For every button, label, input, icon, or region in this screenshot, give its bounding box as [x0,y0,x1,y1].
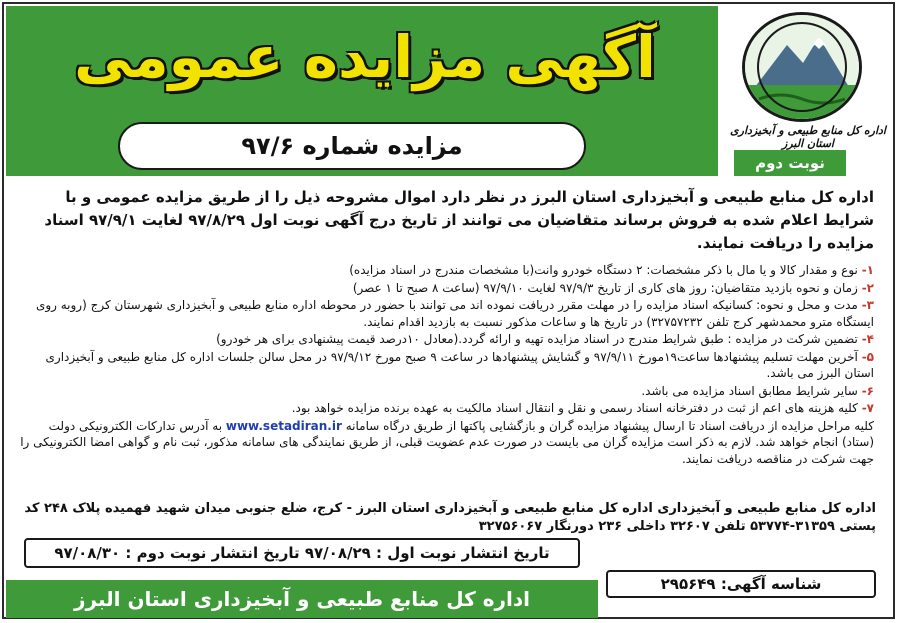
item-number: ۴- [861,332,874,346]
list-item [18,349,874,382]
contact-address: اداره کل منابع طبیعی و آبخیزداری اداره کل منابع طبیعی و آبخیزداری استان البرز - کرج، ضلع جنوبی میدان شهید فهمیده پلاک ۲۴۸ کد پستی ۳۱۳۵۹-۵۳۷۷۴ تلفن ۳۲۶۰۷ داخلی ۲۳۶ دورنگار ۳۲۷۵۶۰۶۷ [24,501,876,534]
footer-organization: اداره کل منابع طبیعی و آبخیزداری استان البرز [74,587,530,611]
item-text: تضمین شرکت در مزایده : طبق شرایط مندرج در اسناد مزایده تهیه و ارائه گردد.(معادل ۱۰درصد قیمت پیشنهادی برای هر خودرو) [216,332,858,346]
item-text: نوع و مقدار کالا و یا مال با ذکر مشخصات: ۲ دستگاه خودرو وانت(با مشخصات مندرج در اسناد مزایده) [349,263,858,277]
item-number: ۷- [861,401,874,415]
item-number: ۲- [861,280,874,295]
list-item [18,297,874,330]
turn-badge: نوبت دوم [734,150,846,176]
procedure-text-before: کلیه مراحل مزایده از دریافت اسناد تا ارسال پیشنهاد مزایده گران و بازگشایی پاکتها از طریق درگاه سامانه [345,418,874,433]
list-item [18,280,874,297]
procedure-note [18,418,874,468]
setadiran-link[interactable]: www.setadiran.ir [225,418,342,433]
list-item [18,400,874,417]
list-item [18,383,874,400]
ad-title: آگهی مزایده عمومی [74,23,656,91]
item-text: زمان و نحوه بازدید متقاضیان: روز های کاری از تاریخ ۹۷/۹/۳ لغایت ۹۷/۹/۱۰ (ساعت ۸ صبح تا ۱ عصر) [352,280,858,295]
logo-caption: اداره کل منابع طبیعی و آبخیزداری استان البرز [730,124,886,150]
item-text: مدت و محل و نحوه: کسانیکه اسناد مزایده را در مهلت مقرر دریافت نموده اند می توانند با حضور در محوطه اداره منابع طبیعی و آبخیزداری شهرستان کرج (روبه روی ایستگاه مترو محمدشهر کرج تلفن ۳۲۷۵۷۲۳۲) در تاریخ ها و ساعات مذکور نسبت به بازدید اقدام نمایند. [35,298,874,329]
procedure-text-after: به آدرس تدارکات الکترونیکی دولت (ستاد) انجام خواهد شد. لازم به ذکر است مزایده گران می بایست در صورت عدم عضویت قبلی، از طریق نمایندگی های سامانه مذکور، ثبت نام و گواهی امضا الکترونیکی را جهت شرکت در مناقصه دریافت نمایند. [20,418,874,466]
item-number: ۵- [861,349,874,364]
ad-identifier: شناسه آگهی: ۲۹۵۶۴۹ [606,570,876,598]
item-number: ۳- [861,298,874,312]
publication-dates: تاریخ انتشار نوبت اول : ۹۷/۰۸/۲۹ تاریخ انتشار نوبت دوم : ۹۷/۰۸/۳۰ [24,538,580,568]
conditions-list [18,262,874,468]
mountain-logo-icon [745,15,859,119]
list-item [18,331,874,348]
item-text: آخرین مهلت تسلیم پیشنهادها ساعت۱۹مورخ ۹۷/۹/۱۱ و گشایش پیشنهادها در ساعت ۹ صبح مورخ ۹۷/۹/۱۲ در محل سالن جلسات اداره کل منابع طبیعی و آبخیزداری استان البرز می باشد. [45,349,874,380]
item-number: ۶- [861,383,874,398]
intro-paragraph: اداره کل منابع طبیعی و آبخیزداری استان البرز در نظر دارد اموال مشروحه ذیل را از طریق مزایده عمومی و با شرایط اعلام شده به فروش برساند متقاضیان می توانند از تاریخ درج آگهی نوبت اول ۹۷/۸/۲۹ لغایت ۹۷/۹/۱ اسناد مزایده را دریافت نمایند. [44,188,874,252]
auction-number: مزایده شماره ۹۷/۶ [118,122,586,170]
organization-logo-block [724,6,892,150]
item-number: ۱- [861,263,874,277]
item-text: سایر شرایط مطابق اسناد مزایده می باشد. [641,383,858,398]
list-item [18,262,874,279]
organization-logo [742,12,862,122]
item-text: کلیه هزینه های اعم از ثبت در دفترخانه اسناد رسمی و نقل و انتقال اسناد مالکیت به عهده برنده مزایده خواهد بود. [291,401,858,415]
